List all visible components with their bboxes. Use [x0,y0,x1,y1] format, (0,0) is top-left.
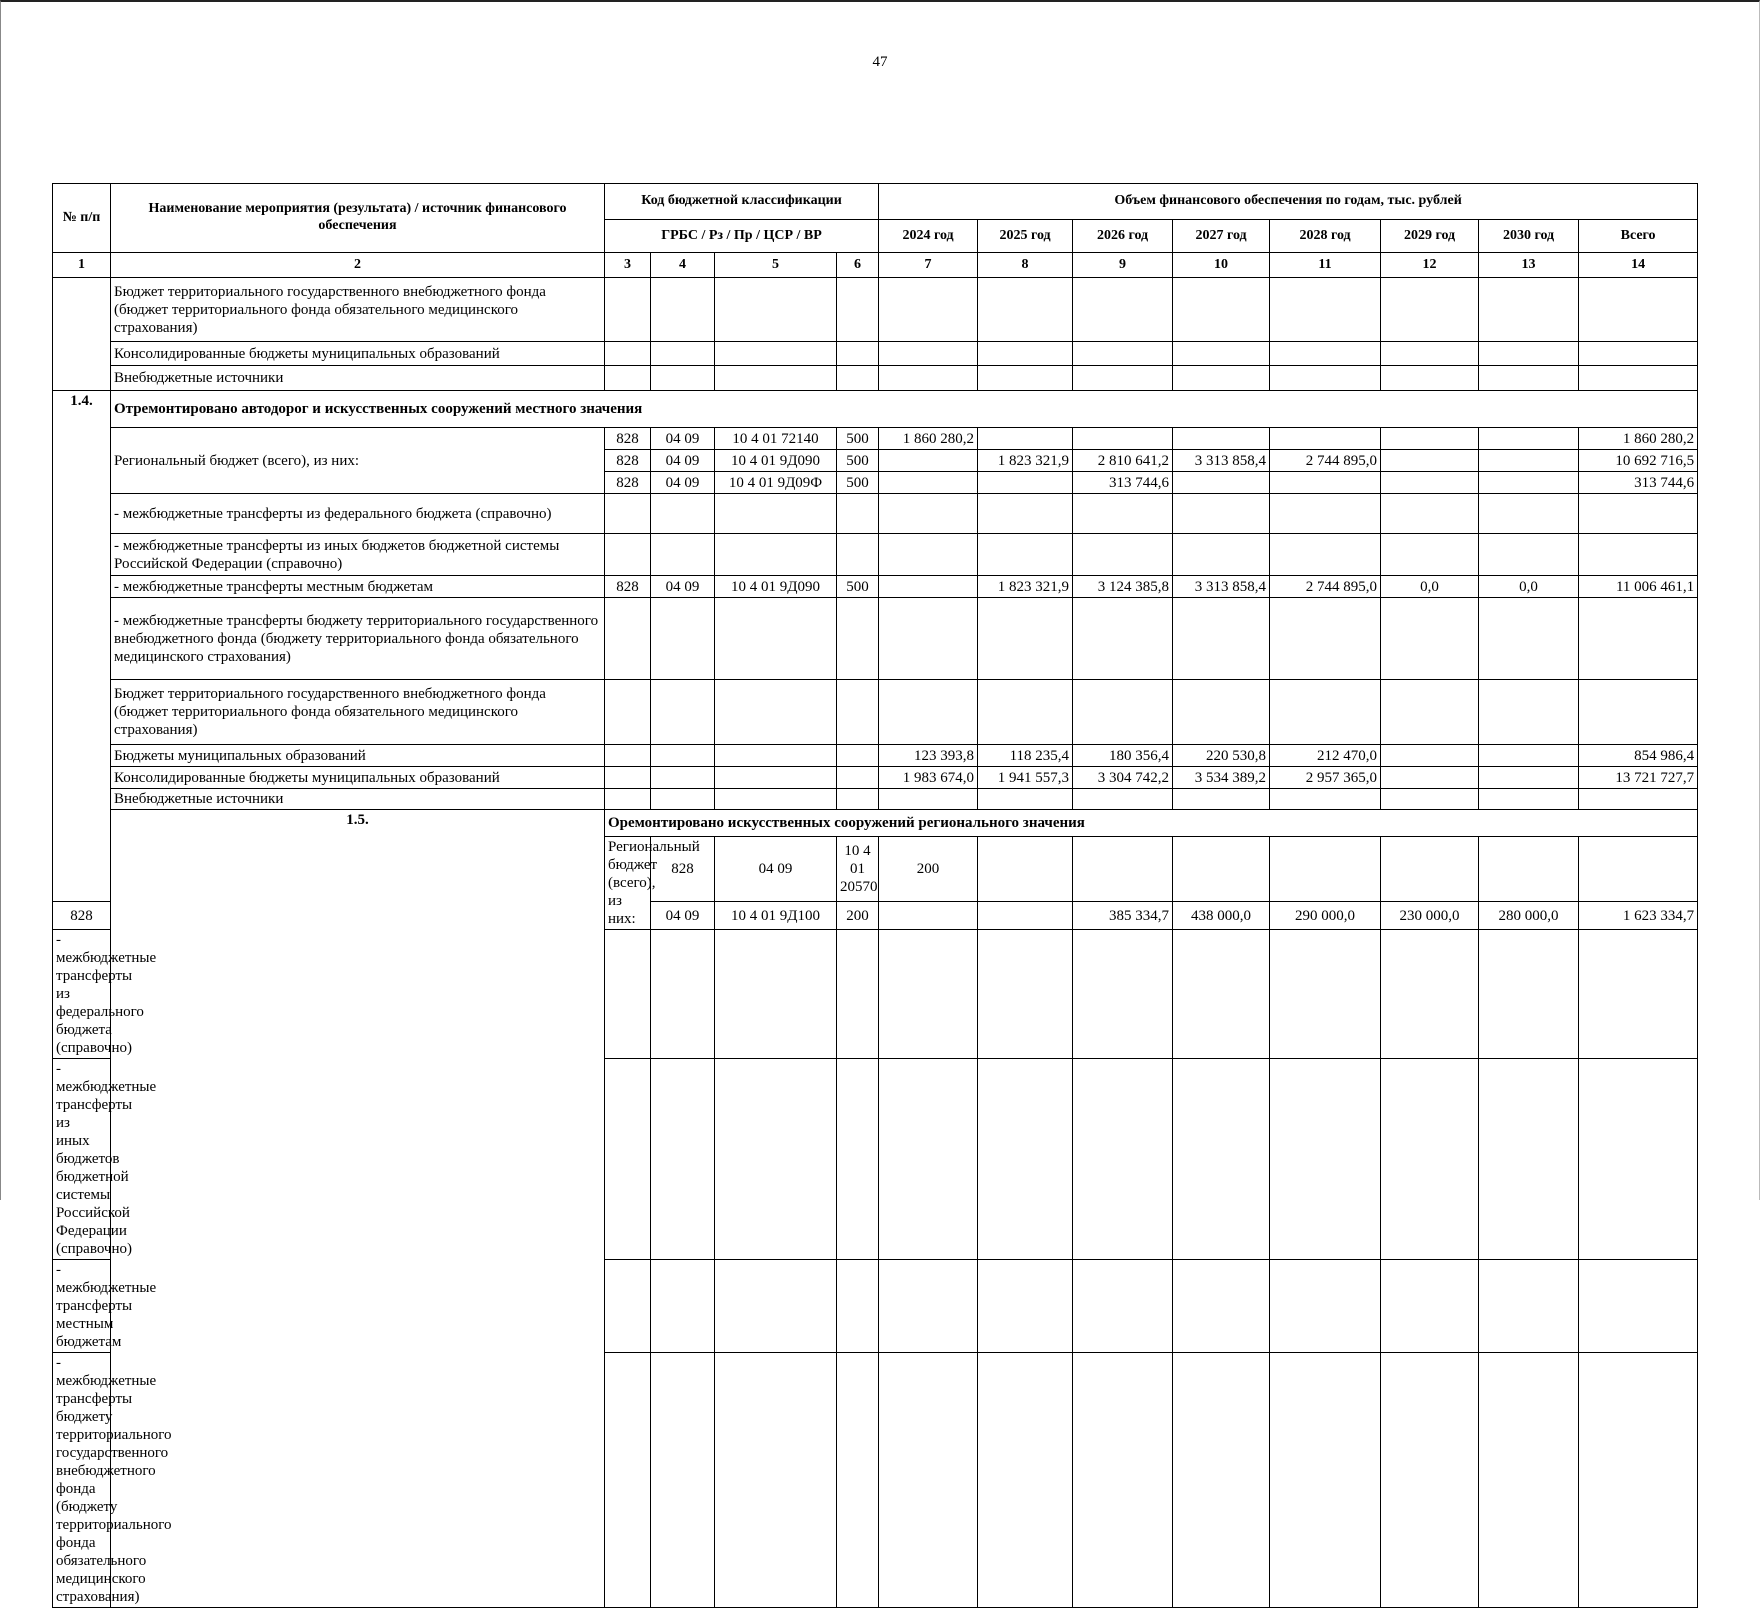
col-number: 14 [1579,253,1698,278]
header-year: 2027 год [1173,220,1270,253]
value-cell: 220 530,8 [1173,745,1270,767]
section-title: Отремонтировано автодорог и искусственных сооружений местного значения [111,391,1698,428]
table-row [53,366,1698,391]
vr-cell: 500 [837,472,879,494]
value-cell [1479,745,1579,767]
rz-cell: 04 09 [651,428,715,450]
row-label: - межбюджетные трансферты бюджету территориального государственного внебюджетного фонда (бюджету территориального фонда обязательного медицинского страхования) [111,598,605,680]
vr-cell: 200 [879,837,978,902]
value-cell: 290 000,0 [1270,902,1381,930]
grbs-cell: 828 [605,472,651,494]
value-cell [1173,837,1270,902]
value-cell [1479,767,1579,789]
row-label: - межбюджетные трансферты местным бюджетам [53,1260,111,1353]
value-cell [1479,450,1579,472]
grbs-cell: 828 [53,902,111,930]
value-cell: 180 356,4 [1073,745,1173,767]
value-cell: 230 000,0 [1381,902,1479,930]
vr-cell: 500 [837,428,879,450]
csr-cell: 10 4 01 20570 [837,837,879,902]
value-cell: 385 334,7 [1073,902,1173,930]
col-number: 6 [837,253,879,278]
row-label: - межбюджетные трансферты из иных бюджетов бюджетной системы Российской Федерации (справочно) [111,534,605,576]
value-cell [1381,837,1479,902]
row-label: - межбюджетные трансферты местным бюджетам [111,576,605,598]
value-cell [1381,450,1479,472]
grbs-cell: 828 [605,428,651,450]
value-cell: 2 744 895,0 [1270,576,1381,598]
col-number: 1 [53,253,111,278]
col-number: 9 [1073,253,1173,278]
table-row [53,789,1698,810]
header-year: 2030 год [1479,220,1579,253]
value-cell [879,472,978,494]
value-cell [1270,428,1381,450]
value-cell: 2 957 365,0 [1270,767,1381,789]
section-title-row [53,391,1698,428]
col-number: 3 [605,253,651,278]
value-cell [1479,837,1579,902]
value-cell: 3 534 389,2 [1173,767,1270,789]
value-cell [1270,837,1381,902]
row-label: Внебюджетные источники [111,366,605,391]
table-row [53,278,1698,342]
table-row [53,767,1698,789]
header-year: 2025 год [978,220,1073,253]
col-number: 2 [111,253,605,278]
value-cell: 1 941 557,3 [978,767,1073,789]
col-number: 12 [1381,253,1479,278]
header-total: Всего [1579,220,1698,253]
page-number: 47 [872,54,888,70]
row-label: - межбюджетные трансферты из федерального бюджета (справочно) [53,930,111,1059]
csr-cell: 10 4 01 9Д090 [715,576,837,598]
table-row [53,680,1698,745]
table-row [53,598,1698,680]
table-row [53,342,1698,366]
value-cell: 1 983 674,0 [879,767,978,789]
table-row [53,494,1698,534]
value-cell [1073,428,1173,450]
value-cell [1579,837,1698,902]
total-cell: 313 744,6 [1579,472,1698,494]
header-name: Наименование мероприятия (результата) / источник финансового обеспечения [111,184,605,253]
total-cell: 1 623 334,7 [1579,902,1698,930]
value-cell [1479,428,1579,450]
value-cell [1270,472,1381,494]
value-cell [1173,472,1270,494]
header-year: 2029 год [1381,220,1479,253]
value-cell: 2 744 895,0 [1270,450,1381,472]
row-label: Консолидированные бюджеты муниципальных образований [111,767,605,789]
value-cell [879,576,978,598]
value-cell: 280 000,0 [1479,902,1579,930]
row-no-cell [53,278,111,391]
value-cell [879,902,978,930]
row-label: Региональный бюджет (всего), из них: [111,428,605,494]
table-row [53,576,1698,598]
value-cell: 1 823 321,9 [978,576,1073,598]
table-row [53,745,1698,767]
value-cell [879,450,978,472]
header-year: 2026 год [1073,220,1173,253]
csr-cell: 10 4 01 9Д100 [715,902,837,930]
col-number: 13 [1479,253,1579,278]
value-cell: 0,0 [1479,576,1579,598]
col-number: 8 [978,253,1073,278]
section-title-row [53,810,1698,837]
vr-cell: 200 [837,902,879,930]
value-cell: 212 470,0 [1270,745,1381,767]
row-label: - межбюджетные трансферты из иных бюджетов бюджетной системы Российской Федерации (справочно) [53,1059,111,1260]
header-no: № п/п [53,184,111,253]
value-cell: 313 744,6 [1073,472,1173,494]
value-cell: 118 235,4 [978,745,1073,767]
budget-table [52,183,1698,1608]
row-label: Бюджеты муниципальных образований [111,745,605,767]
csr-cell: 10 4 01 9Д09Ф [715,472,837,494]
total-cell: 13 721 727,7 [1579,767,1698,789]
total-cell: 11 006 461,1 [1579,576,1698,598]
value-cell [1381,472,1479,494]
header-code-group: Код бюджетной классификации [605,184,879,220]
value-cell [1073,837,1173,902]
rz-cell: 04 09 [651,450,715,472]
row-label: Бюджет территориального государственного внебюджетного фонда (бюджет территориального фонда обязательного медицинского страхования) [111,278,605,342]
value-cell [1381,745,1479,767]
total-cell: 10 692 716,5 [1579,450,1698,472]
table-row [53,428,1698,450]
col-number: 10 [1173,253,1270,278]
section-title: Оремонтировано искусственных сооружений регионального значения [605,810,1698,837]
row-label: Внебюджетные источники [111,789,605,810]
value-cell: 3 124 385,8 [1073,576,1173,598]
header-year: 2024 год [879,220,978,253]
value-cell: 438 000,0 [1173,902,1270,930]
rz-cell: 04 09 [651,472,715,494]
header-volume-group: Объем финансового обеспечения по годам, тыс. рублей [879,184,1698,220]
value-cell: 123 393,8 [879,745,978,767]
value-cell [978,902,1073,930]
csr-cell: 10 4 01 72140 [715,428,837,450]
row-label: - межбюджетные трансферты из федерального бюджета (справочно) [111,494,605,534]
col-number: 4 [651,253,715,278]
row-label: Региональный бюджет (всего), из них: [605,837,651,930]
row-label: Консолидированные бюджеты муниципальных образований [111,342,605,366]
value-cell: 3 313 858,4 [1173,576,1270,598]
value-cell: 1 860 280,2 [879,428,978,450]
value-cell: 3 304 742,2 [1073,767,1173,789]
section-number: 1.5. [111,810,605,1608]
vr-cell: 500 [837,576,879,598]
value-cell: 1 823 321,9 [978,450,1073,472]
col-number: 11 [1270,253,1381,278]
table-row [53,534,1698,576]
total-cell: 854 986,4 [1579,745,1698,767]
rz-cell: 04 09 [715,837,837,902]
total-cell: 1 860 280,2 [1579,428,1698,450]
vr-cell: 500 [837,450,879,472]
grbs-cell: 828 [605,450,651,472]
value-cell [1381,428,1479,450]
value-cell [978,472,1073,494]
value-cell [978,428,1073,450]
value-cell: 0,0 [1381,576,1479,598]
row-label: Бюджет территориального государственного внебюджетного фонда (бюджет территориального фонда обязательного медицинского страхования) [111,680,605,745]
header-year: 2028 год [1270,220,1381,253]
rz-cell: 04 09 [651,902,715,930]
value-cell: 2 810 641,2 [1073,450,1173,472]
value-cell [1173,428,1270,450]
value-cell [1479,472,1579,494]
col-number: 5 [715,253,837,278]
value-cell: 3 313 858,4 [1173,450,1270,472]
rz-cell: 04 09 [651,576,715,598]
value-cell [1381,767,1479,789]
col-number: 7 [879,253,978,278]
value-cell [978,837,1073,902]
row-label: - межбюджетные трансферты бюджету территориального государственного внебюджетного фонда (бюджету территориального фонда обязательного медицинского страхования) [53,1353,111,1608]
grbs-cell: 828 [605,576,651,598]
grbs-cell: 828 [651,837,715,902]
section-number: 1.4. [53,391,111,902]
header-code-sub: ГРБС / Рз / Пр / ЦСР / ВР [605,220,879,253]
csr-cell: 10 4 01 9Д090 [715,450,837,472]
column-numbers-row [53,253,1698,278]
